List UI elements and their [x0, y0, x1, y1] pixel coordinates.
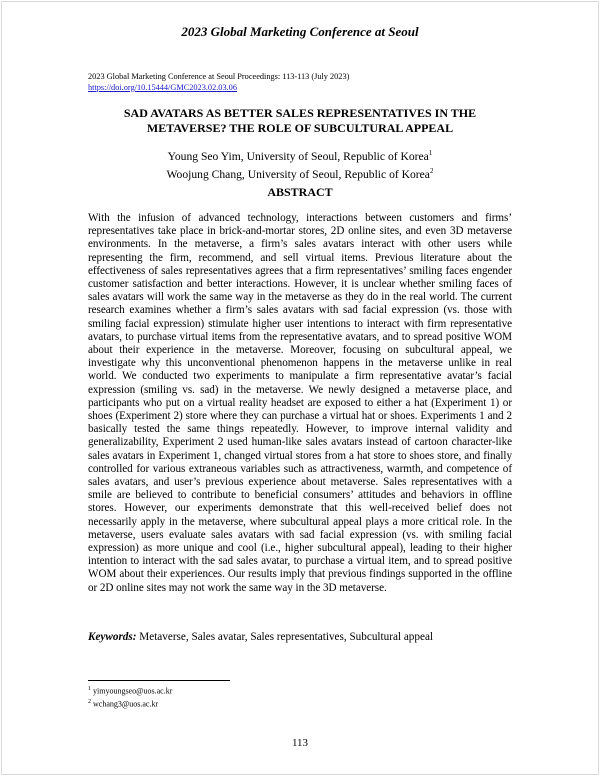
author-2: Woojung Chang, University of Seoul, Republic of Korea$^2$	[166, 166, 434, 181]
running-header: 2023 Global Marketing Conference at Seoul	[181, 24, 419, 39]
title-line-1: SAD AVATARS AS BETTER SALES REPRESENTATIVES IN THE	[123, 106, 477, 120]
page-number: 113	[291, 737, 309, 749]
footnote-divider	[88, 680, 230, 681]
authors	[88, 146, 512, 182]
doi-link[interactable]: https://doi.org/10.15444/GMC2023.02.03.06	[88, 83, 237, 92]
footnote-1: $^1$ yimyoungseo@uos.ac.kr	[88, 686, 173, 696]
abstract-body: With the infusion of advanced technology, interactions between customers and firms’ representatives take place in brick-and-mortar stores, 2D online sites, and even 3D metaverse environments. In the metaverse, a firm’s sales avatars interact with other users while representing the firm, recommend, and sell virtual items. Previous literature about the effectiveness of sales representatives agrees that a firm representatives’ smiling faces engender customer satisfaction and better interactions. However, it is unclear whether smiling faces of sales avatars will work the same way in the metaverse as they do in the real world. The current research examines whether a firm’s sales avatars with sad facial expression (vs. those with smiling facial expression) stimulate higher user intentions to interact with firm representative avatars, to purchase virtual items from the representative avatars, and to spread positive WOM about their experience in the metaverse. Moreover, focusing on subcultural appeal, we investigate why this unconventional phenomenon happens in the metaverse unlike in real world. We conducted two experiments to manipulate a firm representative avatar’s facial expression (smiling vs. sad) in the metaverse. We newly designed a metaverse place, and participants who put on a virtual reality headset are exposed to either a hat (Experiment 1) or shoes (Experiment 2) store where they can purchase a virtual hat or shoes. Experiments 1 and 2 basically tested the same things repeatedly. However, to improve internal validity and generalizability, Experiment 2 used human-like sales avatars instead of cartoon character-like sales avatars in Experiment 1, changed virtual stores from a hat store to shoes store, and finally controlled for various extraneous variables such as attractiveness, warmth, and competence of sales avatars, and user’s previous experience about metaverse. Sales representatives with a smile are believed to contribute to beneficial consumers’ attitudes and behaviors in offline stores. However, our experiments demonstrate that this well-received belief does not necessarily apply in the metaverse, where subcultural appeal plays a more critical role. In the metaverse, users evaluate sales avatars with sad facial expression (vs. with smiling facial expression) as more unique and cool (i.e., higher subcultural appeal), leading to their higher intention to interact with the sad sales avatar, to purchase a virtual item, and to spread positive WOM about their experiences. Our results imply that previous findings supported in the offline or 2D online sites may not work the same way in the 3D metaverse.	[88, 212, 512, 594]
keywords-label: Keywords:	[88, 631, 137, 643]
footnotes	[88, 684, 172, 709]
citation: 2023 Global Marketing Conference at Seoul Proceedings: 113-113 (July 2023)	[88, 72, 350, 81]
keywords	[88, 631, 512, 643]
author-1: Young Seo Yim, University of Seoul, Republic of Korea$^1$	[167, 149, 433, 163]
abstract-heading: ABSTRACT	[267, 185, 333, 199]
footnote-2: $^2$ wchang3@uos.ac.kr	[88, 698, 159, 709]
title-line-2: METAVERSE? THE ROLE OF SUBCULTURAL APPEAL	[146, 121, 454, 135]
paper-title	[88, 106, 512, 136]
keywords-text: Metaverse, Sales avatar, Sales representatives, Subcultural appeal	[139, 631, 434, 643]
proceedings-info	[88, 71, 349, 93]
